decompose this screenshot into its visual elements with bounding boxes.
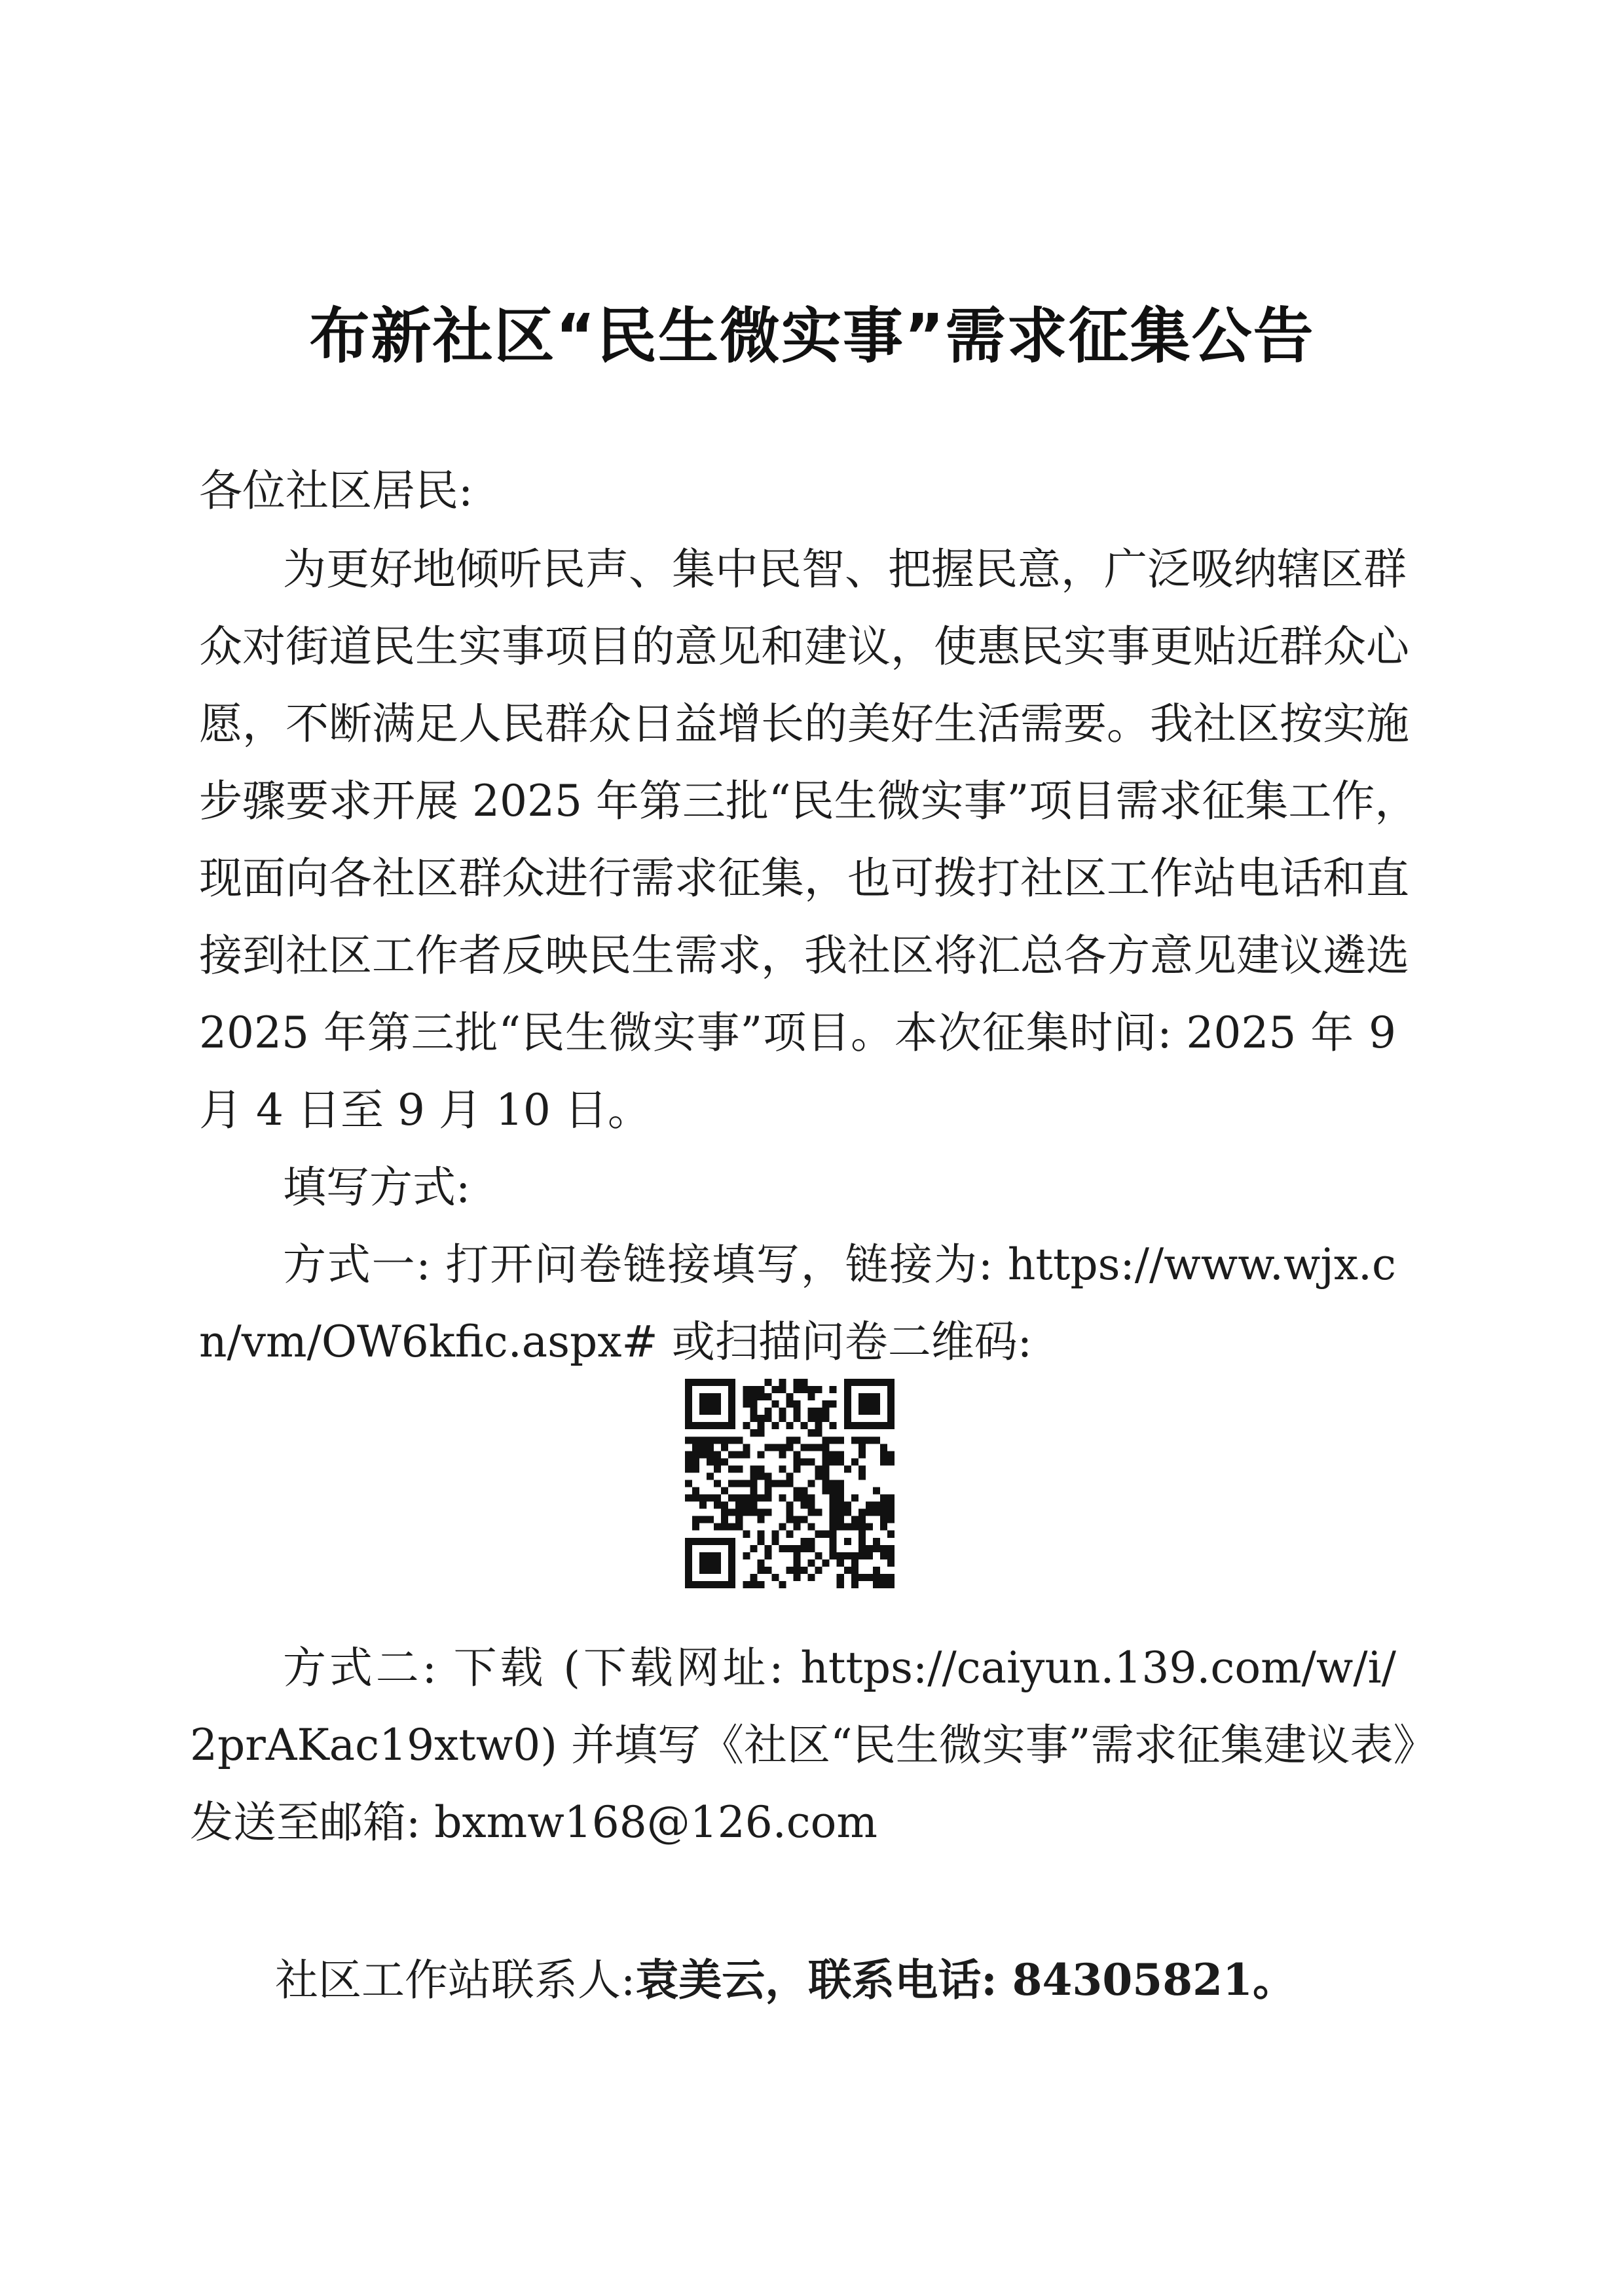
method2-line-1[interactable]: 方式二: 下载 (下载网址: https://caiyun.139.com/w/i/ bbox=[283, 1643, 1396, 1693]
contact-name-phone: 袁美云，联系电话: 84305821。 bbox=[635, 1954, 1296, 2005]
salutation: 各位社区居民: bbox=[199, 465, 473, 516]
method1-line-2[interactable]: n/vm/OW6kfic.aspx# 或扫描问卷二维码: bbox=[199, 1317, 1032, 1367]
body-line-1: 为更好地倾听民声、集中民智、把握民意，广泛吸纳辖区群 bbox=[283, 544, 1407, 594]
body-line-7: 2025 年第三批“民生微实事”项目。本次征集时间: 2025 年 9 bbox=[199, 1008, 1396, 1058]
body-line-4: 步骤要求开展 2025 年第三批“民生微实事”项目需求征集工作， bbox=[199, 776, 1418, 826]
body-line-3: 愿，不断满足人民群众日益增长的美好生活需要。我社区按实施 bbox=[199, 699, 1409, 749]
method2-line-2: 2prAKac19xtw0) 并填写《社区“民生微实事”需求征集建议表》 bbox=[190, 1720, 1437, 1770]
method-heading: 填写方式: bbox=[283, 1162, 471, 1212]
method2-line-3[interactable]: 发送至邮箱: bxmw168@126.com bbox=[190, 1797, 877, 1848]
page-title: 布新社区“民生微实事”需求征集公告 bbox=[309, 301, 1315, 371]
contact-prefix: 社区工作站联系人: bbox=[275, 1955, 636, 2005]
method1-line-1[interactable]: 方式一: 打开问卷链接填写，链接为: https://www.wjx.c bbox=[283, 1239, 1396, 1290]
qr-code-icon bbox=[685, 1379, 895, 1588]
body-line-5: 现面向各社区群众进行需求征集，也可拨打社区工作站电话和直 bbox=[199, 853, 1409, 903]
contact-line bbox=[275, 1954, 1296, 2007]
body-line-8: 月 4 日至 9 月 10 日。 bbox=[199, 1085, 651, 1135]
body-line-2: 众对街道民生实事项目的意见和建议，使惠民实事更贴近群众心 bbox=[199, 621, 1409, 672]
questionnaire-qr-code[interactable] bbox=[685, 1379, 895, 1588]
body-line-6: 接到社区工作者反映民生需求，我社区将汇总各方意见建议遴选 bbox=[199, 930, 1409, 981]
